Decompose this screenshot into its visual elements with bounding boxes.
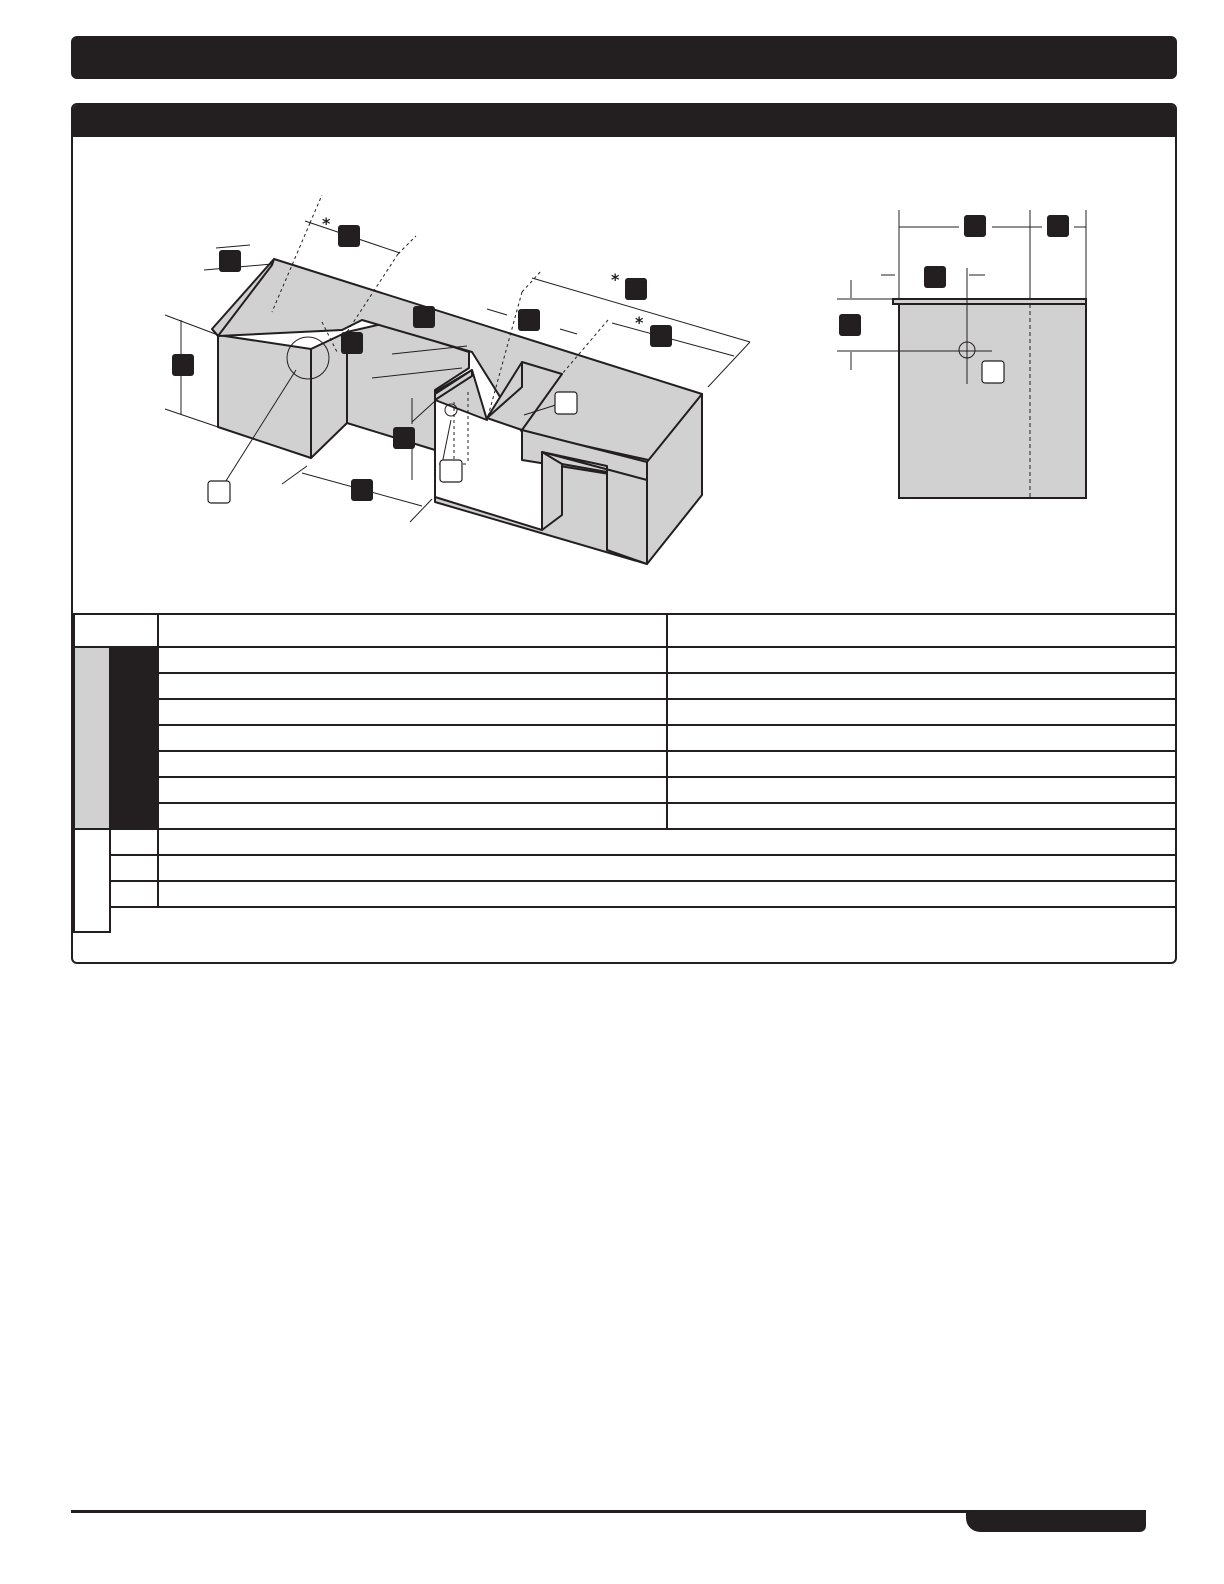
cutout-dimensions-panel <box>71 103 1177 964</box>
side-callout-badge <box>964 215 986 237</box>
table-row <box>74 829 1176 855</box>
note-text-cell <box>158 855 1176 881</box>
dimension-description-cell <box>158 673 667 699</box>
iso-reference-badge <box>208 481 230 503</box>
dimension-value-cell <box>667 777 1176 803</box>
iso-callout-badge <box>393 427 415 449</box>
iso-callout-badge <box>650 325 672 347</box>
island-cutout-diagram <box>73 105 1175 613</box>
dimension-description-cell <box>158 725 667 751</box>
side-callout-badge <box>839 314 861 336</box>
side-callout-badge <box>1047 215 1069 237</box>
table-header-row <box>74 614 1176 647</box>
side-reference-callouts <box>982 361 1004 383</box>
dimension-value-cell <box>667 673 1176 699</box>
notes-group-marker <box>74 829 110 932</box>
dimension-code-cell <box>110 699 158 725</box>
dimension-description-cell <box>158 803 667 829</box>
iso-callout-badge <box>341 332 363 354</box>
note-text-cell <box>158 881 1176 907</box>
table-header-cell <box>74 614 158 647</box>
dimension-code-cell <box>110 751 158 777</box>
table-row <box>74 751 1176 777</box>
iso-callout-badge <box>413 306 435 328</box>
dimension-value-cell <box>667 647 1176 673</box>
title-bar <box>71 36 1177 79</box>
table-row <box>74 673 1176 699</box>
dimension-value-cell <box>667 699 1176 725</box>
table-row <box>74 699 1176 725</box>
table-row <box>74 881 1176 907</box>
asterisk-2: * <box>611 270 620 289</box>
dimension-value-cell <box>667 751 1176 777</box>
table-row <box>74 647 1176 673</box>
dimension-code-cell <box>110 725 158 751</box>
asterisk-3: * <box>635 313 644 332</box>
iso-callout-badge <box>351 479 373 501</box>
table-row <box>74 777 1176 803</box>
footnote-cell <box>110 907 1176 932</box>
dimension-code-cell <box>110 647 158 673</box>
dimension-description-cell <box>158 751 667 777</box>
side-reference-badge <box>982 361 1004 383</box>
dimension-description-cell <box>158 777 667 803</box>
dimension-value-cell <box>667 725 1176 751</box>
iso-callout-badge <box>625 278 647 300</box>
dimension-group-marker <box>74 647 110 829</box>
note-code-cell <box>110 855 158 881</box>
iso-reference-badge <box>440 460 462 482</box>
asterisk-1: * <box>322 214 331 233</box>
iso-callout-badge <box>172 354 194 376</box>
dimension-description-cell <box>158 647 667 673</box>
dimension-code-cell <box>110 803 158 829</box>
dimension-table <box>73 613 1177 933</box>
page-number-tab <box>966 1510 1146 1532</box>
side-callout-badge <box>924 266 946 288</box>
note-text-cell <box>158 829 1176 855</box>
iso-callout-badge <box>338 225 360 247</box>
table-row <box>74 725 1176 751</box>
table-header-cell <box>667 614 1176 647</box>
note-code-cell <box>110 881 158 907</box>
dimension-code-cell <box>110 777 158 803</box>
iso-reference-badge <box>555 392 577 414</box>
table-row <box>74 907 1176 932</box>
note-code-cell <box>110 829 158 855</box>
table-row <box>74 855 1176 881</box>
dimension-description-cell <box>158 699 667 725</box>
dimension-code-cell <box>110 673 158 699</box>
table-row <box>74 803 1176 829</box>
dimension-value-cell <box>667 803 1176 829</box>
iso-callout-badge <box>518 309 540 331</box>
iso-callout-badge <box>219 250 241 272</box>
table-header-cell <box>158 614 667 647</box>
island-side-view <box>837 210 1086 498</box>
